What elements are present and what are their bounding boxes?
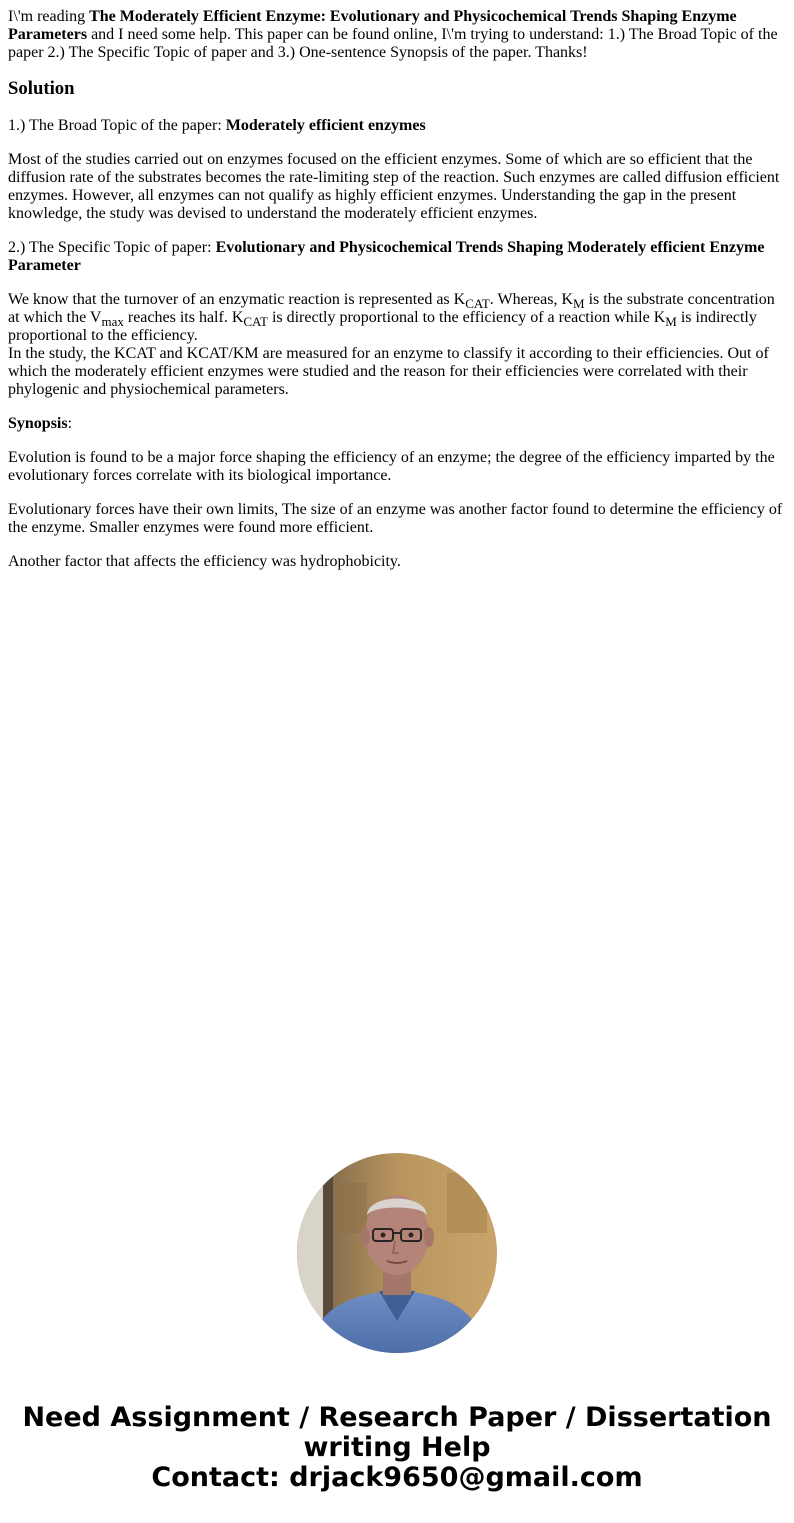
promo-line-1: Need Assignment / Research Paper / Dissertation writing Help <box>22 1402 772 1463</box>
paper-title: The Moderately Efficient Enzyme: Evolutionary and Physicochemical Trends Shaping Enzyme Parameters <box>8 8 737 43</box>
synopsis-heading <box>8 415 786 433</box>
broad-topic-value: Moderately efficient enzymes <box>225 117 426 134</box>
kinetics-text-1: We know that the turnover of an enzymatic reaction is represented as K <box>8 291 466 308</box>
avatar-illustration <box>297 1153 497 1353</box>
kinetics-text-5: is directly proportional to the efficiency of a reaction while K <box>267 309 666 326</box>
km-subscript-2: M <box>665 314 677 329</box>
kinetics-text-2: . Whereas, K <box>489 291 573 308</box>
solution-heading: Solution <box>8 78 75 99</box>
synopsis-colon: : <box>67 415 73 432</box>
question-paragraph <box>8 8 786 62</box>
vmax-subscript: max <box>101 314 124 329</box>
kinetics-text-3: is the substrate concentration at which the V <box>8 291 775 326</box>
broad-topic <box>8 117 786 135</box>
kinetics-text-4: reaches its half. K <box>123 309 244 326</box>
broad-topic-label: 1.) The Broad Topic of the paper: <box>8 117 226 134</box>
synopsis-paragraph-2: Evolutionary forces have their own limits, The size of an enzyme was another factor found to determine the efficiency of the enzyme. Smaller enzymes were found more efficient. <box>8 501 783 536</box>
promo-contact: Contact: drjack9650@gmail.com <box>151 1462 643 1493</box>
kinetics-paragraph <box>8 291 786 399</box>
kcat-subscript: CAT <box>465 296 490 311</box>
kcat-subscript-2: CAT <box>243 314 268 329</box>
question-prefix: I\'m reading <box>8 8 90 25</box>
km-subscript: M <box>573 296 585 311</box>
synopsis-label: Synopsis <box>8 415 68 432</box>
promo-banner <box>0 1403 794 1493</box>
kinetics-text-6: is indirectly proportional to the efficiency. <box>8 309 757 344</box>
synopsis-paragraph-3: Another factor that affects the efficiency was hydrophobicity. <box>8 553 401 570</box>
broad-topic-paragraph: Most of the studies carried out on enzymes focused on the efficient enzymes. Some of which are so efficient that the diffusion rate of the substrates becomes the rate-limiting step of the reaction. Such enzymes are called diffusion efficient enzymes. However, all enzymes can not qualify as highly efficient enzymes. Understanding the gap in the present knowledge, the study was devised to understand the moderately efficient enzymes. <box>8 151 780 222</box>
question-suffix: and I need some help. This paper can be found online, I\'m trying to understand: 1.) The Broad Topic of the paper 2.) The Specific Topic of paper and 3.) One-sentence Synopsis of the paper. Thanks! <box>8 26 778 61</box>
document-body <box>8 8 786 587</box>
specific-topic-label: 2.) The Specific Topic of paper: <box>8 239 216 256</box>
synopsis-paragraph-1: Evolution is found to be a major force shaping the efficiency of an enzyme; the degree of the efficiency imparted by the evolutionary forces correlate with its biological importance. <box>8 449 775 484</box>
kinetics-text-7: In the study, the KCAT and KCAT/KM are measured for an enzyme to classify it according to their efficiencies. Out of which the moderately efficient enzymes were studied and the reason for their efficiencies were correlated with their phylogenic and physiochemical parameters. <box>8 345 769 398</box>
specific-topic-value: Evolutionary and Physicochemical Trends Shaping Moderately efficient Enzyme Parameter <box>8 239 765 274</box>
specific-topic <box>8 239 786 275</box>
person-photo-avatar-icon <box>297 1153 497 1353</box>
